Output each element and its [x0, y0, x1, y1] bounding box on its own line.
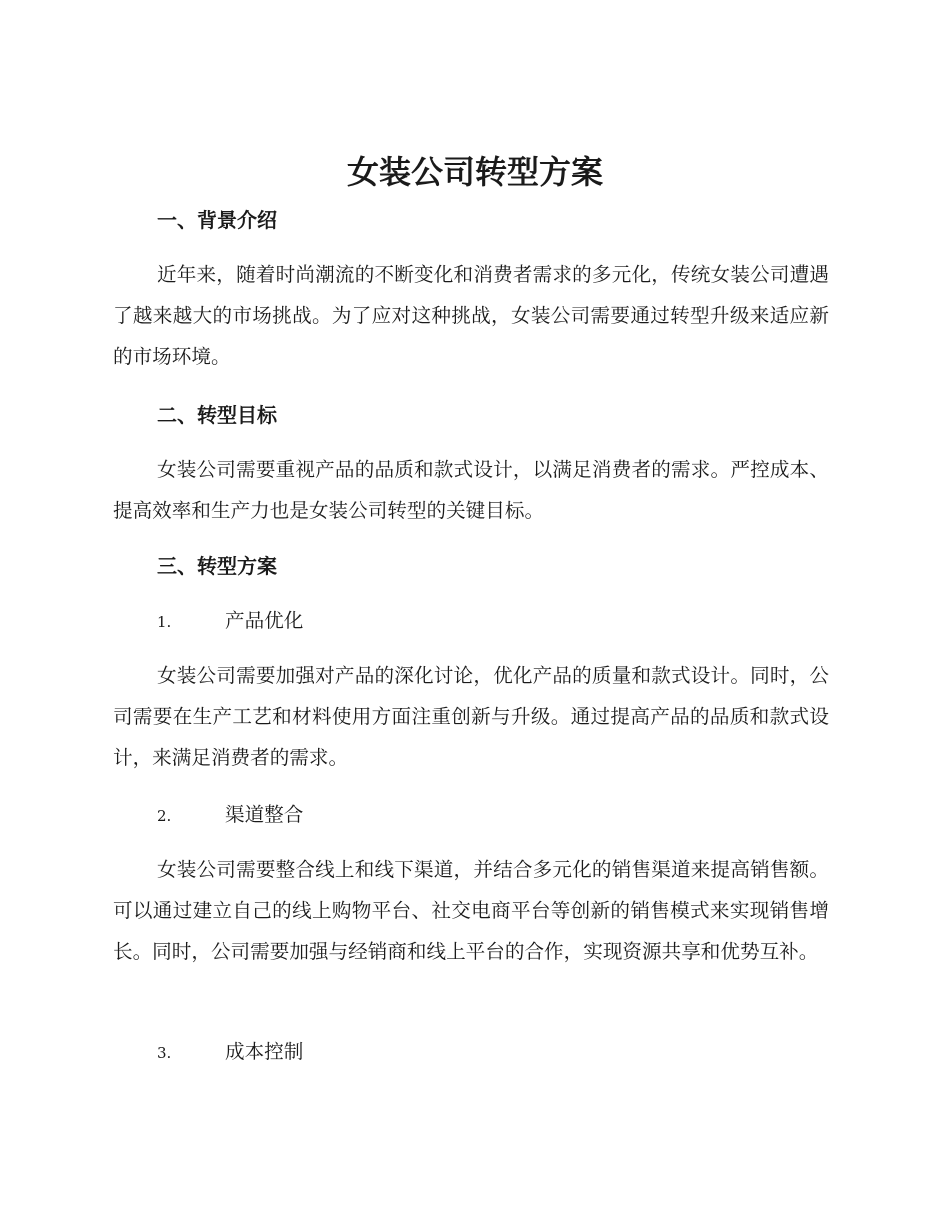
list-item-number: 3.: [157, 1044, 172, 1062]
paragraph-product-optimization: 女装公司需要加强对产品的深化讨论，优化产品的质量和款式设计。同时，公司需要在生产工艺和材料使用方面注重创新与升级。通过提高产品的品质和款式设计，来满足消费者的需求。: [113, 664, 829, 769]
list-item-title: 产品优化: [225, 609, 304, 632]
section-heading-goals: 二、转型目标: [157, 403, 277, 427]
list-item-channel-integration: [157, 800, 303, 831]
list-item-number: 1.: [157, 613, 172, 631]
section-heading-plan: 三、转型方案: [157, 554, 277, 578]
list-item-cost-control: [157, 1037, 303, 1068]
paragraph-background: 近年来，随着时尚潮流的不断变化和消费者需求的多元化，传统女装公司遭遇了越来越大的市场挑战。为了应对这种挑战，女装公司需要通过转型升级来适应新的市场环境。: [113, 263, 829, 368]
document-title: 女装公司转型方案: [346, 153, 603, 191]
list-item-title: 渠道整合: [225, 803, 304, 826]
list-item-product-optimization: [157, 606, 303, 637]
paragraph-goals: 女装公司需要重视产品的品质和款式设计，以满足消费者的需求。严控成本、提高效率和生产力也是女装公司转型的关键目标。: [113, 458, 829, 522]
list-item-title: 成本控制: [225, 1040, 304, 1063]
paragraph-channel-integration: 女装公司需要整合线上和线下渠道，并结合多元化的销售渠道来提高销售额。可以通过建立自己的线上购物平台、社交电商平台等创新的销售模式来实现销售增长。同时，公司需要加强与经销商和线上平台的合作，实现资源共享和优势互补。: [113, 858, 829, 963]
section-heading-background: 一、背景介绍: [157, 208, 277, 232]
list-item-number: 2.: [157, 807, 172, 825]
